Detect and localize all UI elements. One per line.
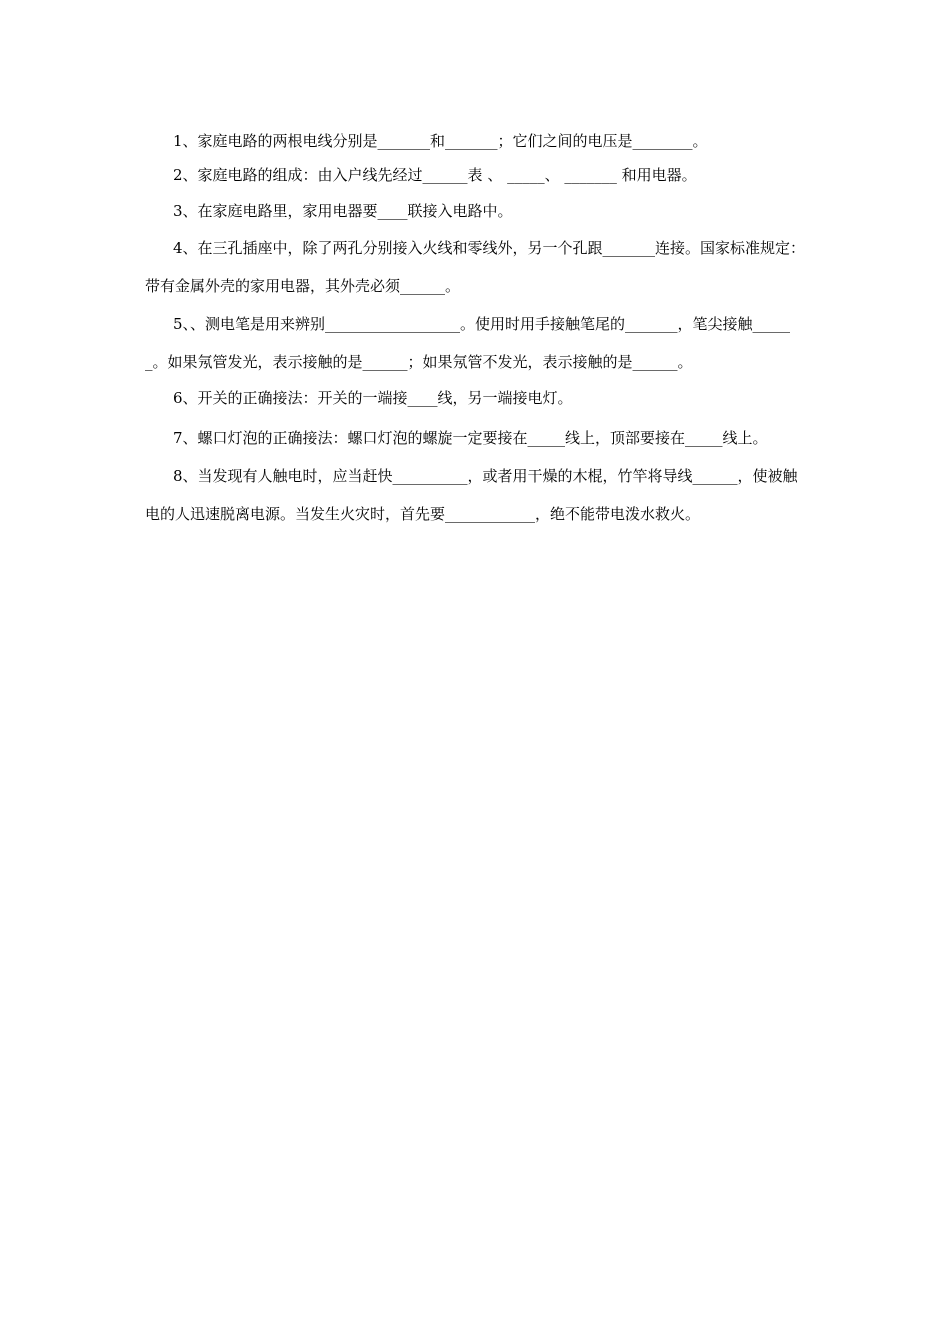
question-list — [145, 124, 810, 533]
question-4: 4、在三孔插座中，除了两孔分别接入火线和零线外，另一个孔跟_______连接。国家标准规定：带有金属外壳的家用电器，其外壳必须______。 — [145, 239, 806, 295]
question-2: 2、家庭电路的组成：由入户线先经过______表 、 _____、 _______ 和用电器。 — [173, 166, 697, 184]
question-7: 7、螺口灯泡的正确接法：螺口灯泡的螺旋一定要接在_____线上，顶部要接在_____线上。 — [173, 429, 768, 447]
question-1: 1、家庭电路的两根电线分别是_______和_______；它们之间的电压是________。 — [173, 132, 708, 150]
question-3: 3、在家庭电路里，家用电器要____联接入电路中。 — [173, 202, 513, 220]
question-8: 8、当发现有人触电时，应当赶快__________，或者用干燥的木棍，竹竿将导线______，使被触电的人迅速脱离电源。当发生火灾时，首先要____________，绝不能带电泼水救火。 — [145, 467, 798, 523]
question-6: 6、开关的正确接法：开关的一端接____线，另一端接电灯。 — [173, 389, 573, 407]
question-5: 5、、测电笔是用来辨别__________________。使用时用手接触笔尾的_______，笔尖接触______。如果氖管发光，表示接触的是______；如果氖管不发光，表示接触的是______。 — [145, 315, 791, 371]
